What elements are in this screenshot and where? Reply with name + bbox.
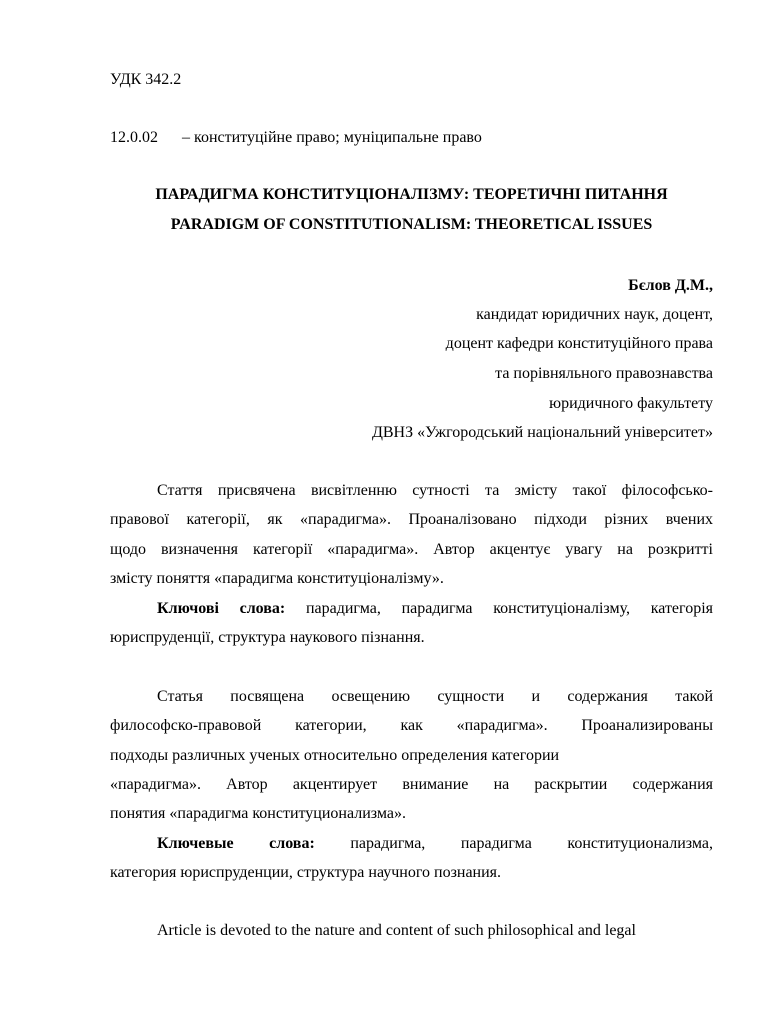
abstract-ru-line: подходы различных ученых относительно определения категории [110, 747, 560, 764]
title-uk: ПАРАДИГМА КОНСТИТУЦІОНАЛІЗМУ: ТЕОРЕТИЧНІ ПИТАННЯ [155, 186, 668, 203]
udk-code: УДК 342.2 [110, 71, 182, 88]
specialty-label: – конституційне право; муніципальне право [182, 129, 482, 146]
abstract-ru-line: «парадигма». Автор акцентирует внимание на раскрытии содержания [110, 776, 713, 793]
author-affiliation-line: ДВНЗ «Ужгородський національний університет» [371, 424, 713, 441]
keywords-uk-text: парадигма, парадигма конституціоналізму, категорія [305, 600, 714, 617]
abstract-ru-line: философско-правовой категории, как «парадигма». Проанализированы [110, 717, 713, 734]
author-affiliation-line: та порівняльного правознавства [495, 365, 713, 382]
keywords-uk-label: Ключові слова: [157, 600, 286, 617]
abstract-uk-line: змісту поняття «парадигма конституціоналізму». [110, 570, 444, 587]
author-affiliation-line: доцент кафедри конституційного права [445, 335, 713, 352]
abstract-ru-line: понятия «парадигма конституционализма». [110, 805, 406, 822]
abstract-en-line: Article is devoted to the nature and content of such philosophical and legal [157, 922, 636, 939]
keywords-ru-text-cont: категория юриспруденции, структура научного познания. [110, 864, 502, 881]
keywords-ru [157, 834, 713, 854]
author-affiliation-line: кандидат юридичних наук, доцент, [476, 306, 713, 323]
keywords-uk-text-cont: юриспруденції, структура наукового пізнання. [110, 629, 425, 646]
title-en: PARADIGM OF CONSTITUTIONALISM: THEORETICAL ISSUES [170, 216, 653, 233]
specialty-code: 12.0.02 [110, 129, 158, 146]
specialty-line [110, 128, 482, 148]
abstract-uk-line: щодо визначення категорії «парадигма». Автор акцентує увагу на розкритті [110, 541, 713, 558]
abstract-ru-line: Статья посвящена освещению сущности и содержания такой [157, 688, 713, 705]
abstract-uk-line: Стаття присвячена висвітленню сутності та змісту такої філософсько- [157, 482, 713, 499]
keywords-ru-text: парадигма, парадигма конституционализма, [350, 835, 714, 852]
keywords-ru-label: Ключевые слова: [157, 835, 315, 852]
abstract-uk-line: правової категорії, як «парадигма». Проаналізовано підходи різних вчених [110, 511, 713, 528]
author-name: Бєлов Д.М., [628, 277, 713, 294]
keywords-uk [157, 599, 713, 619]
author-affiliation-line: юридичного факультету [549, 395, 713, 412]
